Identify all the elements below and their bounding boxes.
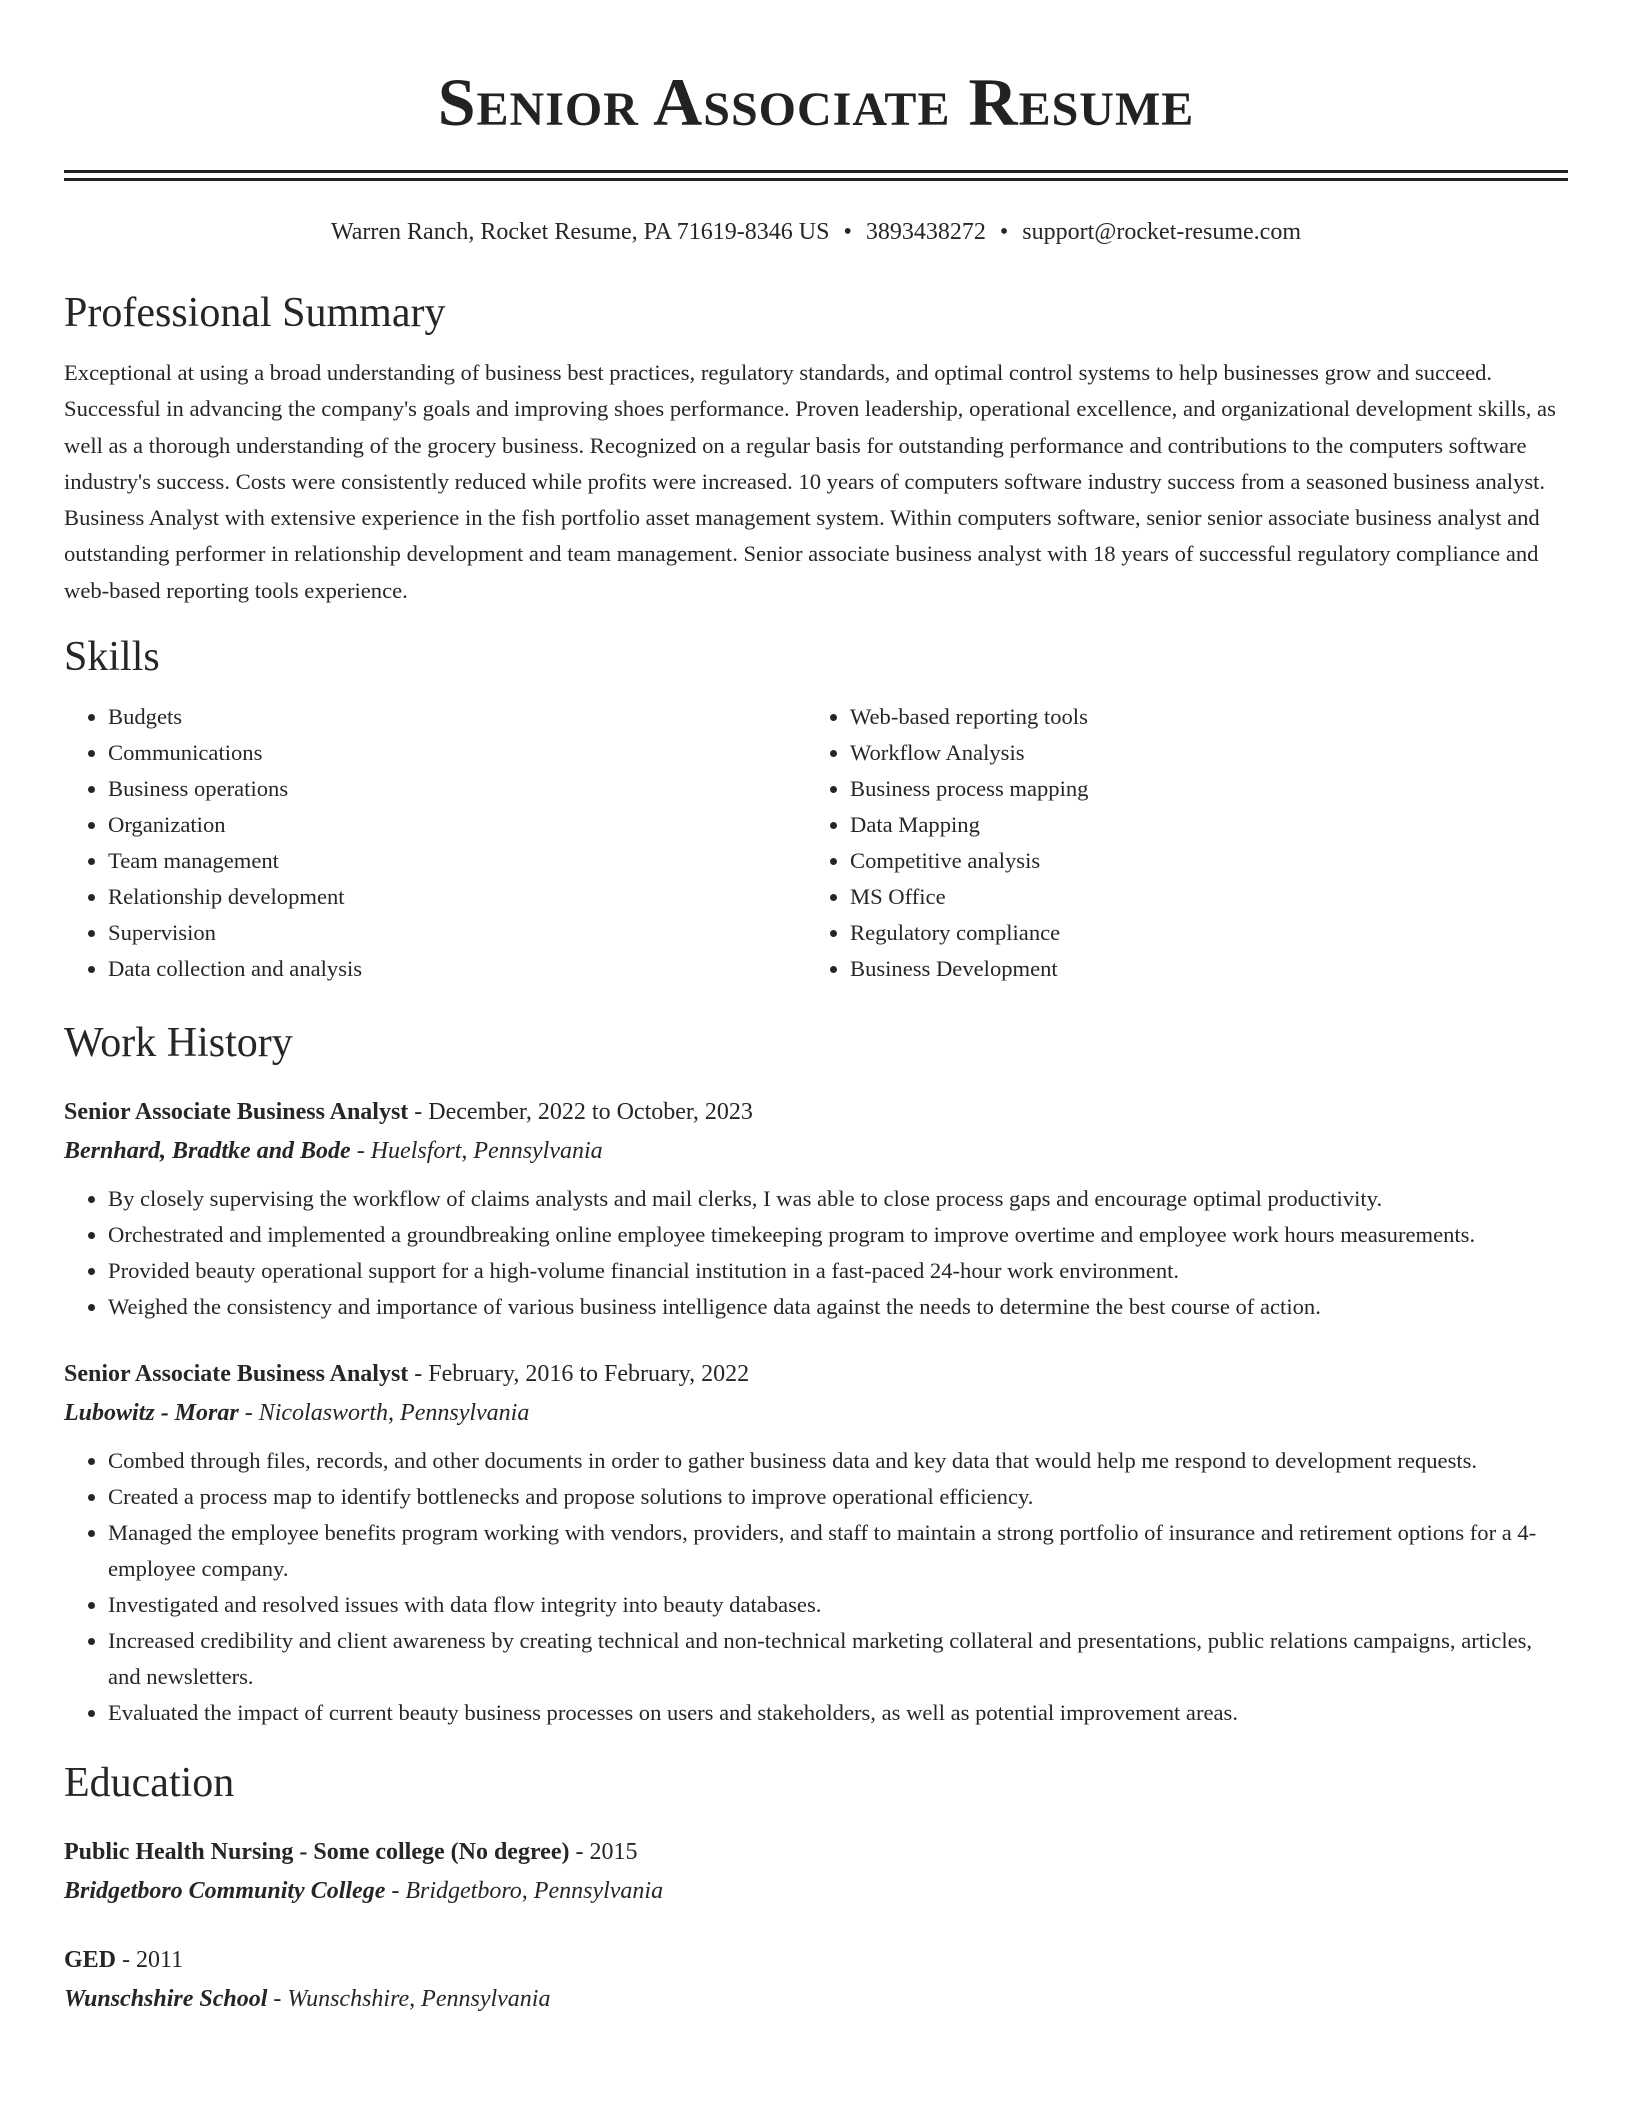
job-location: - Nicolasworth, Pennsylvania	[238, 1400, 530, 1427]
education-school: Wunschshire School	[64, 1986, 268, 2013]
job-dates: - February, 2016 to February, 2022	[408, 1361, 750, 1388]
education-entry	[64, 1833, 1568, 1911]
education-degree: GED	[64, 1947, 117, 1974]
skill-item: • Budgets	[108, 699, 806, 735]
job-company: Bernhard, Bradtke and Bode	[64, 1138, 351, 1165]
education-year: - 2011	[116, 1947, 184, 1974]
skill-item: • Business Development	[850, 951, 1548, 987]
job-title: Senior Associate Business Analyst	[64, 1361, 409, 1388]
job-bullet: • Combed through files, records, and other documents in order to gather business data and key data that would help me respond to development requests.	[108, 1443, 1568, 1479]
education-degree: Public Health Nursing - Some college (No degree)	[64, 1839, 570, 1866]
education-year: - 2015	[569, 1839, 638, 1866]
education-location: - Bridgetboro, Pennsylvania	[385, 1878, 664, 1905]
job-bullet: • By closely supervising the workflow of claims analysts and mail clerks, I was able to close process gaps and encourage optimal productivity.	[108, 1181, 1568, 1217]
skill-item: • Web-based reporting tools	[850, 699, 1548, 735]
education-section	[64, 1757, 1568, 2019]
summary-heading: Professional Summary	[64, 290, 446, 336]
job-bullets	[64, 1181, 1568, 1325]
job-bullet: • Investigated and resolved issues with data flow integrity into beauty databases.	[108, 1587, 1568, 1623]
job-bullet: • Evaluated the impact of current beauty business processes on users and stakeholders, as well as potential improvement areas.	[108, 1695, 1568, 1731]
education-heading: Education	[64, 1760, 235, 1807]
skills-list-right	[806, 699, 1548, 987]
skill-item: • Supervision	[108, 915, 806, 951]
job-bullet: • Provided beauty operational support for a high-volume financial institution in a fast-paced 24-hour work environment.	[108, 1253, 1568, 1289]
skills-list-left	[64, 699, 806, 987]
skill-item: • Workflow Analysis	[850, 735, 1548, 771]
education-institution	[64, 1979, 1568, 2019]
contact-line	[64, 217, 1568, 247]
skill-item: • Communications	[108, 735, 806, 771]
summary-text: Exceptional at using a broad understanding of business best practices, regulatory standards, and optimal control systems to help businesses grow and succeed. Successful in advancing the company's goals and improving shoes performance. Proven leadership, operational excellence, and organizational development skills, as well as a thorough understanding of the grocery business. Recognized on a regular basis for outstanding performance and contributions to the computers software industry's success. Costs were consistently reduced while profits were increased. 10 years of computers software industry success from a seasoned business analyst. Business Analyst with extensive experience in the fish portfolio asset management system. Within computers software, senior senior associate business analyst and outstanding performer in relationship development and team management. Senior associate business analyst with 18 years of successful regulatory compliance and web-based reporting tools experience.	[64, 360, 1556, 603]
education-institution	[64, 1871, 1568, 1911]
job-location: - Huelsfort, Pennsylvania	[350, 1138, 603, 1165]
education-school: Bridgetboro Community College	[64, 1878, 386, 1905]
work-history-heading: Work History	[64, 1020, 293, 1067]
skill-item: • Competitive analysis	[850, 843, 1548, 879]
contact-separator: •	[843, 219, 852, 245]
job-title: Senior Associate Business Analyst	[64, 1099, 409, 1126]
education-header	[64, 1941, 1568, 1979]
job-bullet: • Managed the employee benefits program working with vendors, providers, and staff to maintain a strong portfolio of insurance and retirement options for a 4-employee company.	[108, 1515, 1568, 1587]
job-employer	[64, 1131, 1568, 1171]
job-bullet: • Created a process map to identify bottlenecks and propose solutions to improve operational efficiency.	[108, 1479, 1568, 1515]
skill-item: • Business operations	[108, 771, 806, 807]
skill-item: • MS Office	[850, 879, 1548, 915]
skill-item: • Data collection and analysis	[108, 951, 806, 987]
job-entry	[64, 1355, 1568, 1731]
education-header	[64, 1833, 1568, 1871]
contact-separator: •	[999, 219, 1009, 245]
job-employer	[64, 1393, 1568, 1433]
job-header	[64, 1093, 1568, 1131]
summary-section	[64, 287, 1568, 609]
job-entry	[64, 1093, 1568, 1325]
job-header	[64, 1355, 1568, 1393]
skills-section	[64, 631, 1568, 987]
skill-item: • Team management	[108, 843, 806, 879]
skill-item: • Relationship development	[108, 879, 806, 915]
skill-item: • Business process mapping	[850, 771, 1548, 807]
education-entry	[64, 1941, 1568, 2019]
job-company: Lubowitz - Morar	[64, 1400, 239, 1427]
contact-phone: 3893438272	[865, 219, 986, 245]
job-dates: - December, 2022 to October, 2023	[408, 1099, 753, 1126]
skill-item: • Regulatory compliance	[850, 915, 1548, 951]
work-history-section	[64, 1017, 1568, 1731]
contact-address: Warren Ranch, Rocket Resume, PA 71619-8346 US	[331, 219, 830, 245]
contact-email: support@rocket-resume.com	[1022, 219, 1301, 245]
skills-heading: Skills	[64, 634, 160, 681]
education-location: - Wunschshire, Pennsylvania	[267, 1986, 551, 2013]
resume-title: Senior Associate Resume	[437, 64, 1195, 140]
job-bullet: • Weighed the consistency and importance of various business intelligence data against the needs to determine the best course of action.	[108, 1289, 1568, 1325]
job-bullets	[64, 1443, 1568, 1731]
skill-item: • Organization	[108, 807, 806, 843]
job-bullet: • Orchestrated and implemented a groundbreaking online employee timekeeping program to improve overtime and employee work hours measurements.	[108, 1217, 1568, 1253]
job-bullet: • Increased credibility and client awareness by creating technical and non-technical marketing collateral and presentations, public relations campaigns, articles, and newsletters.	[108, 1623, 1568, 1695]
skills-columns	[64, 699, 1568, 987]
skill-item: • Data Mapping	[850, 807, 1548, 843]
title-double-rule	[64, 170, 1568, 181]
